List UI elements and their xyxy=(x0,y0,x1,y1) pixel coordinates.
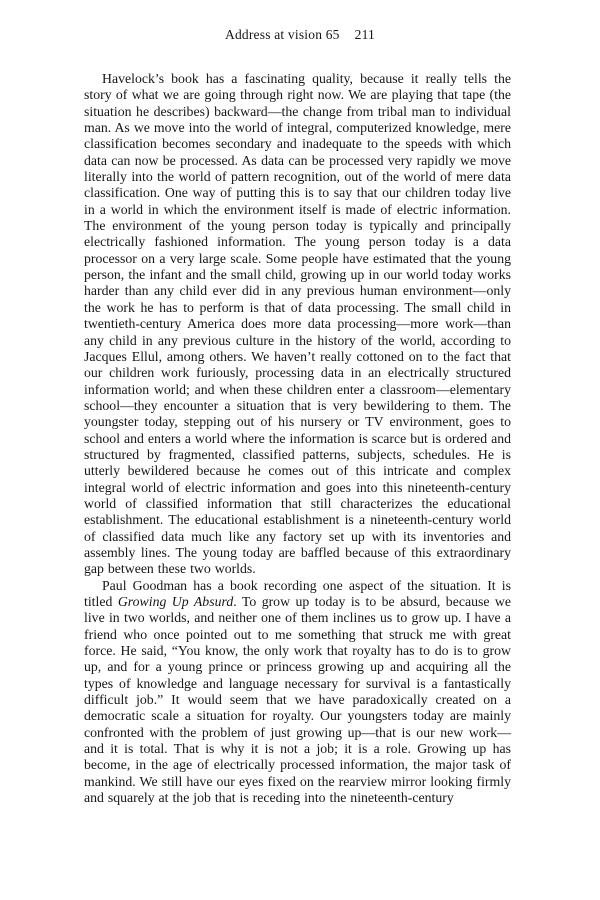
text-segment: Havelock’s book has a fascinating quality, because it really tells the story of what we are going through right now. We are playing that tape (the situation he describes) backward—the change from tribal man to individual man. As we move into the world of integral, computerized knowledge, mere classification becomes secondary and inadequate to the speeds with which data can now be processed. As data can be processed very rapidly we move literally into the world of pattern recognition, out of the world of mere data classification. One way of putting this is to say that our children today live in a world in which the environment itself is made of electric information. The environment of the young person today is typically and principally electrically fashioned information. The young person today is a data processor on a very large scale. Some people have estimated that the young person, the infant and the small child, growing up in our world today works harder than any child ever did in any previous human environment—only the work he has to perform is that of data processing. The small child in twentieth-century America does more data processing—more work—than any child in any previous culture in the history of the world, according to Jacques Ellul, among others. We haven’t really cottoned on to the fact that our children work furiously, processing data in an electrically structured information world; and when these children enter a classroom—elementary school—they encounter a situation that is very bewildering to them. The youngster today, stepping out of his nursery or TV environment, goes to school and enters a world where the information is scarce but is ordered and structured by fragmented, classified patterns, subjects, schedules. He is utterly bewildered because he comes out of this intricate and complex integral world of electric information and goes into this nineteenth-century world of classified information that still characterizes the educational establishment. The educational establishment is a nineteenth-century world of classified data much like any factory set up with its inventories and assembly lines. The young today are baffled because of this extraordinary gap between these two worlds. xyxy=(84,71,511,577)
body-text xyxy=(84,71,511,806)
paragraph xyxy=(84,71,511,578)
running-head-title: Address at vision 65 xyxy=(225,27,340,42)
paragraph xyxy=(84,578,511,807)
text-segment: . To grow up today is to be absurd, because we live in two worlds, and neither one of them inclines us to grow up. I have a friend who once pointed out to me something that struck me with great force. He said, “You know, the only work that royalty has to do is to grow up, and for a young prince or princess growing up and acquiring all the types of knowledge and language necessary for survival is a fantastically difficult job.” It would seem that we have paradoxically created on a democratic scale a situation for royalty. Our youngsters today are mainly confronted with the problem of just growing up—that is our new work—and it is total. That is why it is not a job; it is a role. Growing up has become, in the age of electrically processed information, the major task of mankind. We still have our eyes fixed on the rearview mirror looking firmly and squarely at the job that is receding into the nineteenth-century xyxy=(84,594,512,806)
running-head xyxy=(0,27,600,42)
book-title-italic: Growing Up Absurd xyxy=(117,594,234,609)
text-segment: Paul Goodman has a book recording one aspect of the situation. It is titled xyxy=(84,577,511,609)
page-number: 211 xyxy=(354,27,375,42)
